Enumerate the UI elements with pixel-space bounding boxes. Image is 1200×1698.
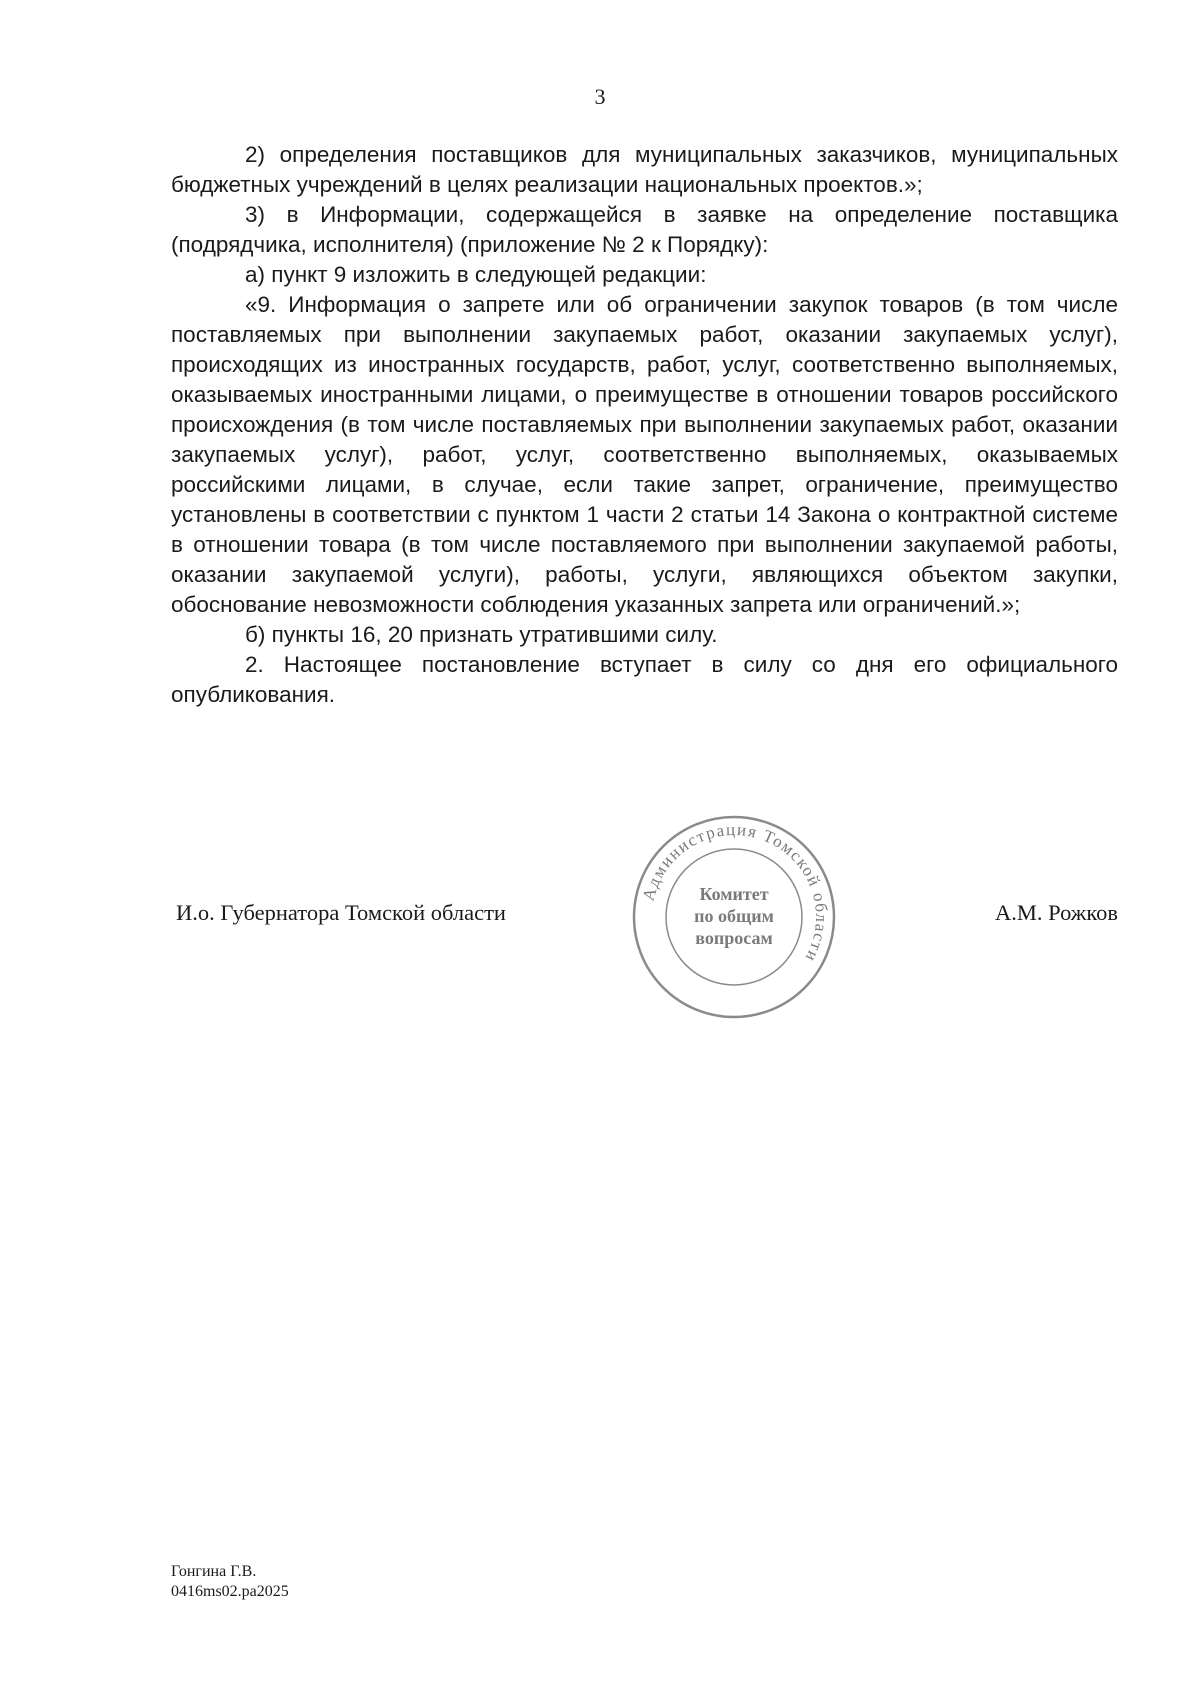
paragraph: «9. Информация о запрете или об ограничении закупок товаров (в том числе поставляемых при выполнении закупаемых работ, оказании закупаемых услуг), происходящих из иностранных государств, работ, услуг, соответственно выполняемых, оказываемых иностранными лицами, о преимуществе в отношении товаров российского происхождения (в том числе поставляемых при выполнении закупаемых работ, оказании закупаемых услуг), работ, услуг, соответственно выполняемых, оказываемых российскими лицами, в случае, если такие запрет, ограничение, преимущество установлены в соответствии с пунктом 1 части 2 статьи 14 Закона о контрактной системе в отношении товара (в том числе поставляемого при выполнении закупаемой работы, оказании закупаемой услуги), работы, услуги, являющихся объектом закупки, обоснование невозможности соблюдения указанных запрета или ограничений.»; (171, 292, 1118, 617)
paragraph: 2) определения поставщиков для муниципальных заказчиков, муниципальных бюджетных учреждений в целях реализации национальных проектов.»; (171, 142, 1118, 197)
footer (171, 1562, 289, 1602)
paragraph: а) пункт 9 изложить в следующей редакции: (245, 262, 707, 287)
stamp-line-1: Комитет (699, 884, 769, 904)
official-stamp (629, 812, 839, 1022)
signatory-name: А.М. Рожков (995, 900, 1118, 925)
document-body (171, 140, 1118, 710)
paragraph: 3) в Информации, содержащейся в заявке на определение поставщика (подрядчика, исполнителя) (приложение № 2 к Порядку): (171, 202, 1118, 257)
paragraph: 2. Настоящее постановление вступает в силу со дня его официального опубликования. (171, 652, 1118, 707)
paragraph: б) пункты 16, 20 признать утратившими силу. (245, 622, 718, 647)
executor-name: Гонгина Г.В. (171, 1563, 257, 1580)
stamp-ring-text: Администрация Томской области (638, 819, 832, 966)
signatory-position: И.о. Губернатора Томской области (176, 900, 506, 925)
page-number: 3 (594, 84, 606, 109)
stamp-line-2: по общим (694, 906, 774, 926)
document-code: 0416ms02.pa2025 (171, 1583, 289, 1600)
stamp-line-3: вопросам (695, 928, 773, 948)
